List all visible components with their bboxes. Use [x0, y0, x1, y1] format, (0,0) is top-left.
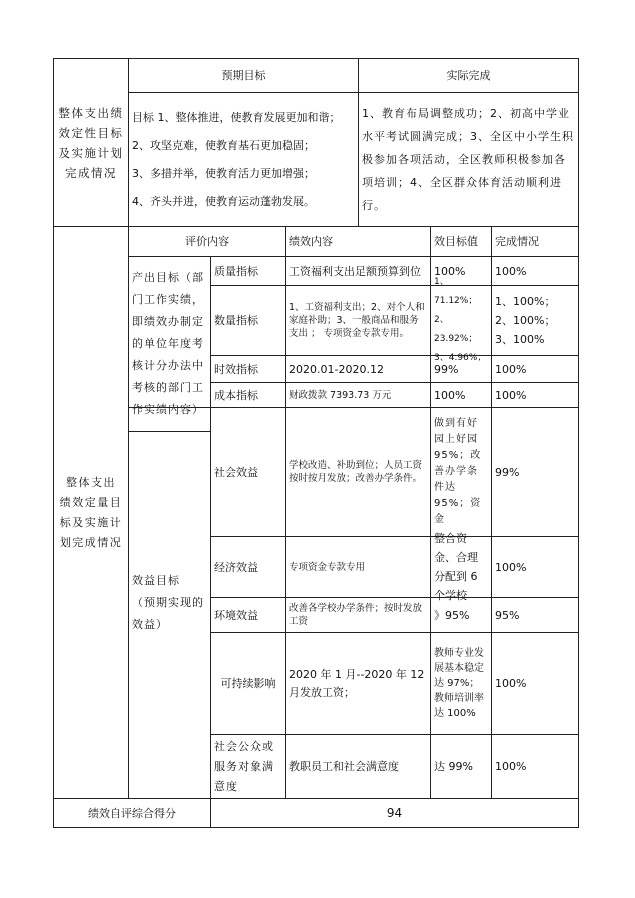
output-goal-label: 产出目标（部门工作实绩，即绩效办制定的单位年度考核计分办法中考核的部门工作实绩内容） — [128, 256, 211, 432]
quantity-perf: 1、工资福利支出；2、对个人和家庭补助；3、一般商品和服务支出 ； 专项资金专款专用。 — [285, 285, 431, 356]
cost-indicator: 成本指标 — [210, 382, 286, 408]
cost-target: 100% — [430, 382, 492, 408]
environment-benefit: 环境效益 — [210, 597, 286, 633]
actual-completion-text: 1、教育布局调整成功；2、初高中学业水平考试圆满完成；3、全区中小学生积极参加各项活动，全区教师积极参加各项培训；4、全区群众体育活动顺利进行。 — [358, 92, 579, 227]
environment-target: 》95% — [430, 597, 492, 633]
economic-target: 整合资金、合理分配到 6 个学校 — [430, 536, 492, 598]
social-benefit: 社会效益 — [210, 407, 286, 537]
economic-status: 100% — [491, 536, 579, 598]
economic-benefit: 经济效益 — [210, 536, 286, 598]
quantitative-section-label: 整体支出 绩效定量目 标及实施计 划完成情况 — [53, 226, 129, 799]
economic-perf: 专项资金专款专用 — [285, 536, 431, 598]
social-target: 做到有好园上好园 95%；改善办学条件达 95%；资金 — [430, 407, 492, 537]
target-value-header: 效目标值 — [430, 226, 492, 257]
quality-indicator: 质量指标 — [210, 256, 286, 286]
quality-status: 100% — [491, 256, 579, 286]
completion-header: 完成情况 — [491, 226, 579, 257]
satisfaction-indicator: 社会公众或服务对象满意度 — [210, 734, 286, 799]
actual-completion-header: 实际完成 — [358, 58, 579, 93]
timeliness-perf: 2020.01-2020.12 — [285, 355, 431, 383]
sustainability-status: 100% — [491, 632, 579, 735]
social-perf: 学校改造、补助到位；人员工资按时按月发放；改善办学条件。 — [285, 407, 431, 537]
quality-perf: 工资福利支出足额预算到位 — [285, 256, 431, 286]
quantity-status: 1、100%； 2、100%； 3、100% — [491, 285, 579, 356]
sustainability-perf: 2020 年 1 月--2020 年 12 月发放工资； — [285, 632, 431, 735]
benefit-goal-label: 效益目标 （预期实现的效益） — [128, 407, 211, 799]
qualitative-section-label: 整体支出绩 效定性目标 及实施计划 完成情况 — [53, 58, 129, 227]
satisfaction-status: 100% — [491, 734, 579, 799]
satisfaction-target: 达 99% — [430, 734, 492, 799]
quantity-indicator: 数量指标 — [210, 285, 286, 356]
sustainability-impact: 可持续影响 — [210, 632, 286, 735]
eval-content-header: 评价内容 — [128, 226, 286, 257]
sustainability-target: 教师专业发展基本稳定达 97%；教师培训率达 100% — [430, 632, 492, 735]
timeliness-target: 99% — [430, 355, 492, 383]
timeliness-status: 100% — [491, 355, 579, 383]
satisfaction-perf: 教职员工和社会满意度 — [285, 734, 431, 799]
environment-perf: 改善各学校办学条件；按时发放工资 — [285, 597, 431, 633]
overall-score-label: 绩效自评综合得分 — [53, 798, 211, 828]
cost-status: 100% — [491, 382, 579, 408]
social-status: 99% — [491, 407, 579, 537]
expected-goal-header: 预期目标 — [128, 58, 359, 93]
quality-target: 100% — [430, 256, 492, 286]
environment-status: 95% — [491, 597, 579, 633]
expected-goal-text: 目标 1、整体推进，使教育发展更加和谐； 2、攻坚克难，使教育基石更加稳固； 3、多措并举，使教育活力更加增强； 4、齐头并进，使教育运动蓬勃发展。 — [128, 92, 359, 227]
evaluation-table — [53, 58, 579, 828]
overall-score-value: 94 — [210, 798, 579, 828]
cost-perf: 财政拨款 7393.73 万元 — [285, 382, 431, 408]
quantity-target: 1、71.12%； 2、23.92%； 3、4.96%； — [430, 285, 492, 356]
timeliness-indicator: 时效指标 — [210, 355, 286, 383]
perf-content-header: 绩效内容 — [285, 226, 431, 257]
